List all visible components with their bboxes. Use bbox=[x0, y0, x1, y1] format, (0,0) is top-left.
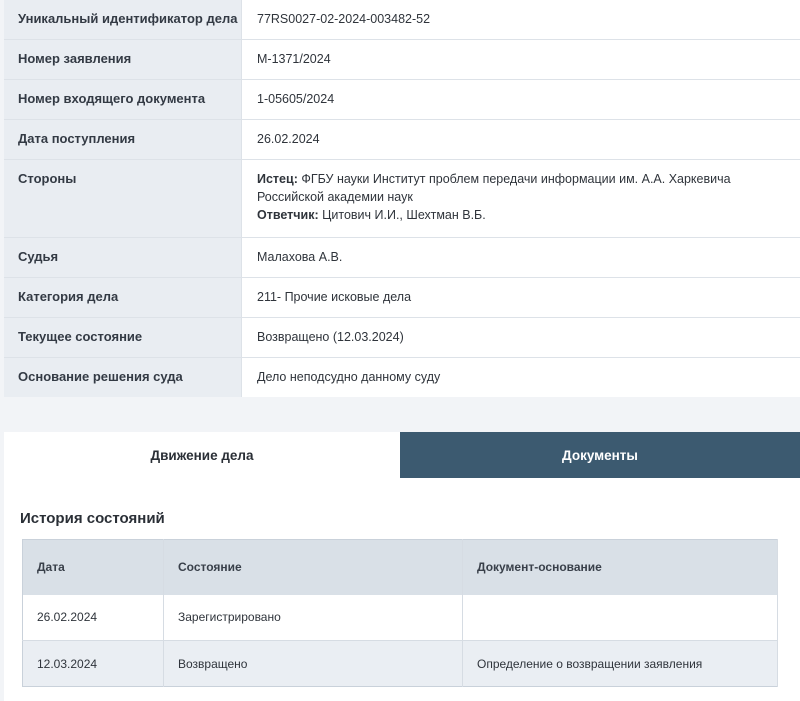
row-decision-basis bbox=[4, 358, 800, 397]
row-basis-document bbox=[463, 595, 778, 641]
history-title: История состояний bbox=[20, 510, 165, 527]
tab-documents[interactable]: Документы bbox=[400, 432, 800, 478]
parties-value bbox=[242, 160, 800, 237]
receipt-date-value: 26.02.2024 bbox=[257, 132, 320, 146]
row-judge bbox=[4, 238, 800, 278]
header-status: Состояние bbox=[164, 540, 463, 595]
case-tabs-panel bbox=[4, 432, 800, 701]
table-row bbox=[23, 595, 778, 641]
row-basis-document[interactable]: Определение о возвращении заявления bbox=[463, 641, 778, 687]
unique-id-label: Уникальный идентификатор дела bbox=[4, 0, 242, 39]
unique-id-value: 77RS0027-02-2024-003482-52 bbox=[257, 12, 431, 26]
receipt-date-label: Дата поступления bbox=[4, 120, 242, 159]
row-category bbox=[4, 278, 800, 318]
judge-value: Малахова А.В. bbox=[257, 250, 343, 264]
header-basis-document: Документ-основание bbox=[463, 540, 778, 595]
history-header-row bbox=[23, 540, 778, 595]
row-unique-id bbox=[4, 0, 800, 40]
application-number-value: М-1371/2024 bbox=[257, 52, 331, 66]
history-table bbox=[22, 539, 778, 687]
tab-bar bbox=[4, 432, 800, 478]
row-application-number bbox=[4, 40, 800, 80]
category-value: 211- Прочие исковые дела bbox=[257, 290, 412, 304]
row-status: Возвращено bbox=[164, 641, 463, 687]
row-status: Зарегистрировано bbox=[164, 595, 463, 641]
header-date: Дата bbox=[23, 540, 164, 595]
tab-case-movement[interactable]: Движение дела bbox=[4, 432, 400, 478]
category-label: Категория дела bbox=[4, 278, 242, 317]
current-status-value: Возвращено (12.03.2024) bbox=[257, 330, 404, 344]
row-incoming-doc-number bbox=[4, 80, 800, 120]
row-date: 26.02.2024 bbox=[23, 595, 164, 641]
row-current-status bbox=[4, 318, 800, 358]
table-row bbox=[23, 641, 778, 687]
row-receipt-date bbox=[4, 120, 800, 160]
current-status-label: Текущее состояние bbox=[4, 318, 242, 357]
plaintiff-line bbox=[257, 170, 800, 188]
incoming-doc-number-value: 1-05605/2024 bbox=[257, 92, 335, 106]
incoming-doc-number-label: Номер входящего документа bbox=[4, 80, 242, 119]
defendant-label: Ответчик: bbox=[257, 208, 319, 222]
row-date: 12.03.2024 bbox=[23, 641, 164, 687]
row-parties bbox=[4, 160, 800, 238]
application-number-label: Номер заявления bbox=[4, 40, 242, 79]
defendant-name: Цитович И.И., Шехтман В.Б. bbox=[322, 208, 486, 222]
plaintiff-name-cont: Российской академии наук bbox=[257, 190, 413, 204]
decision-basis-value: Дело неподсудно данному суду bbox=[257, 370, 441, 384]
case-info-table bbox=[4, 0, 800, 397]
judge-label: Судья bbox=[4, 238, 242, 277]
plaintiff-label: Истец: bbox=[257, 172, 298, 186]
parties-label: Стороны bbox=[4, 160, 242, 237]
decision-basis-label: Основание решения суда bbox=[4, 358, 242, 397]
plaintiff-name: ФГБУ науки Институт проблем передачи информации им. А.А. Харкевича bbox=[301, 172, 731, 186]
defendant-line bbox=[257, 206, 800, 224]
